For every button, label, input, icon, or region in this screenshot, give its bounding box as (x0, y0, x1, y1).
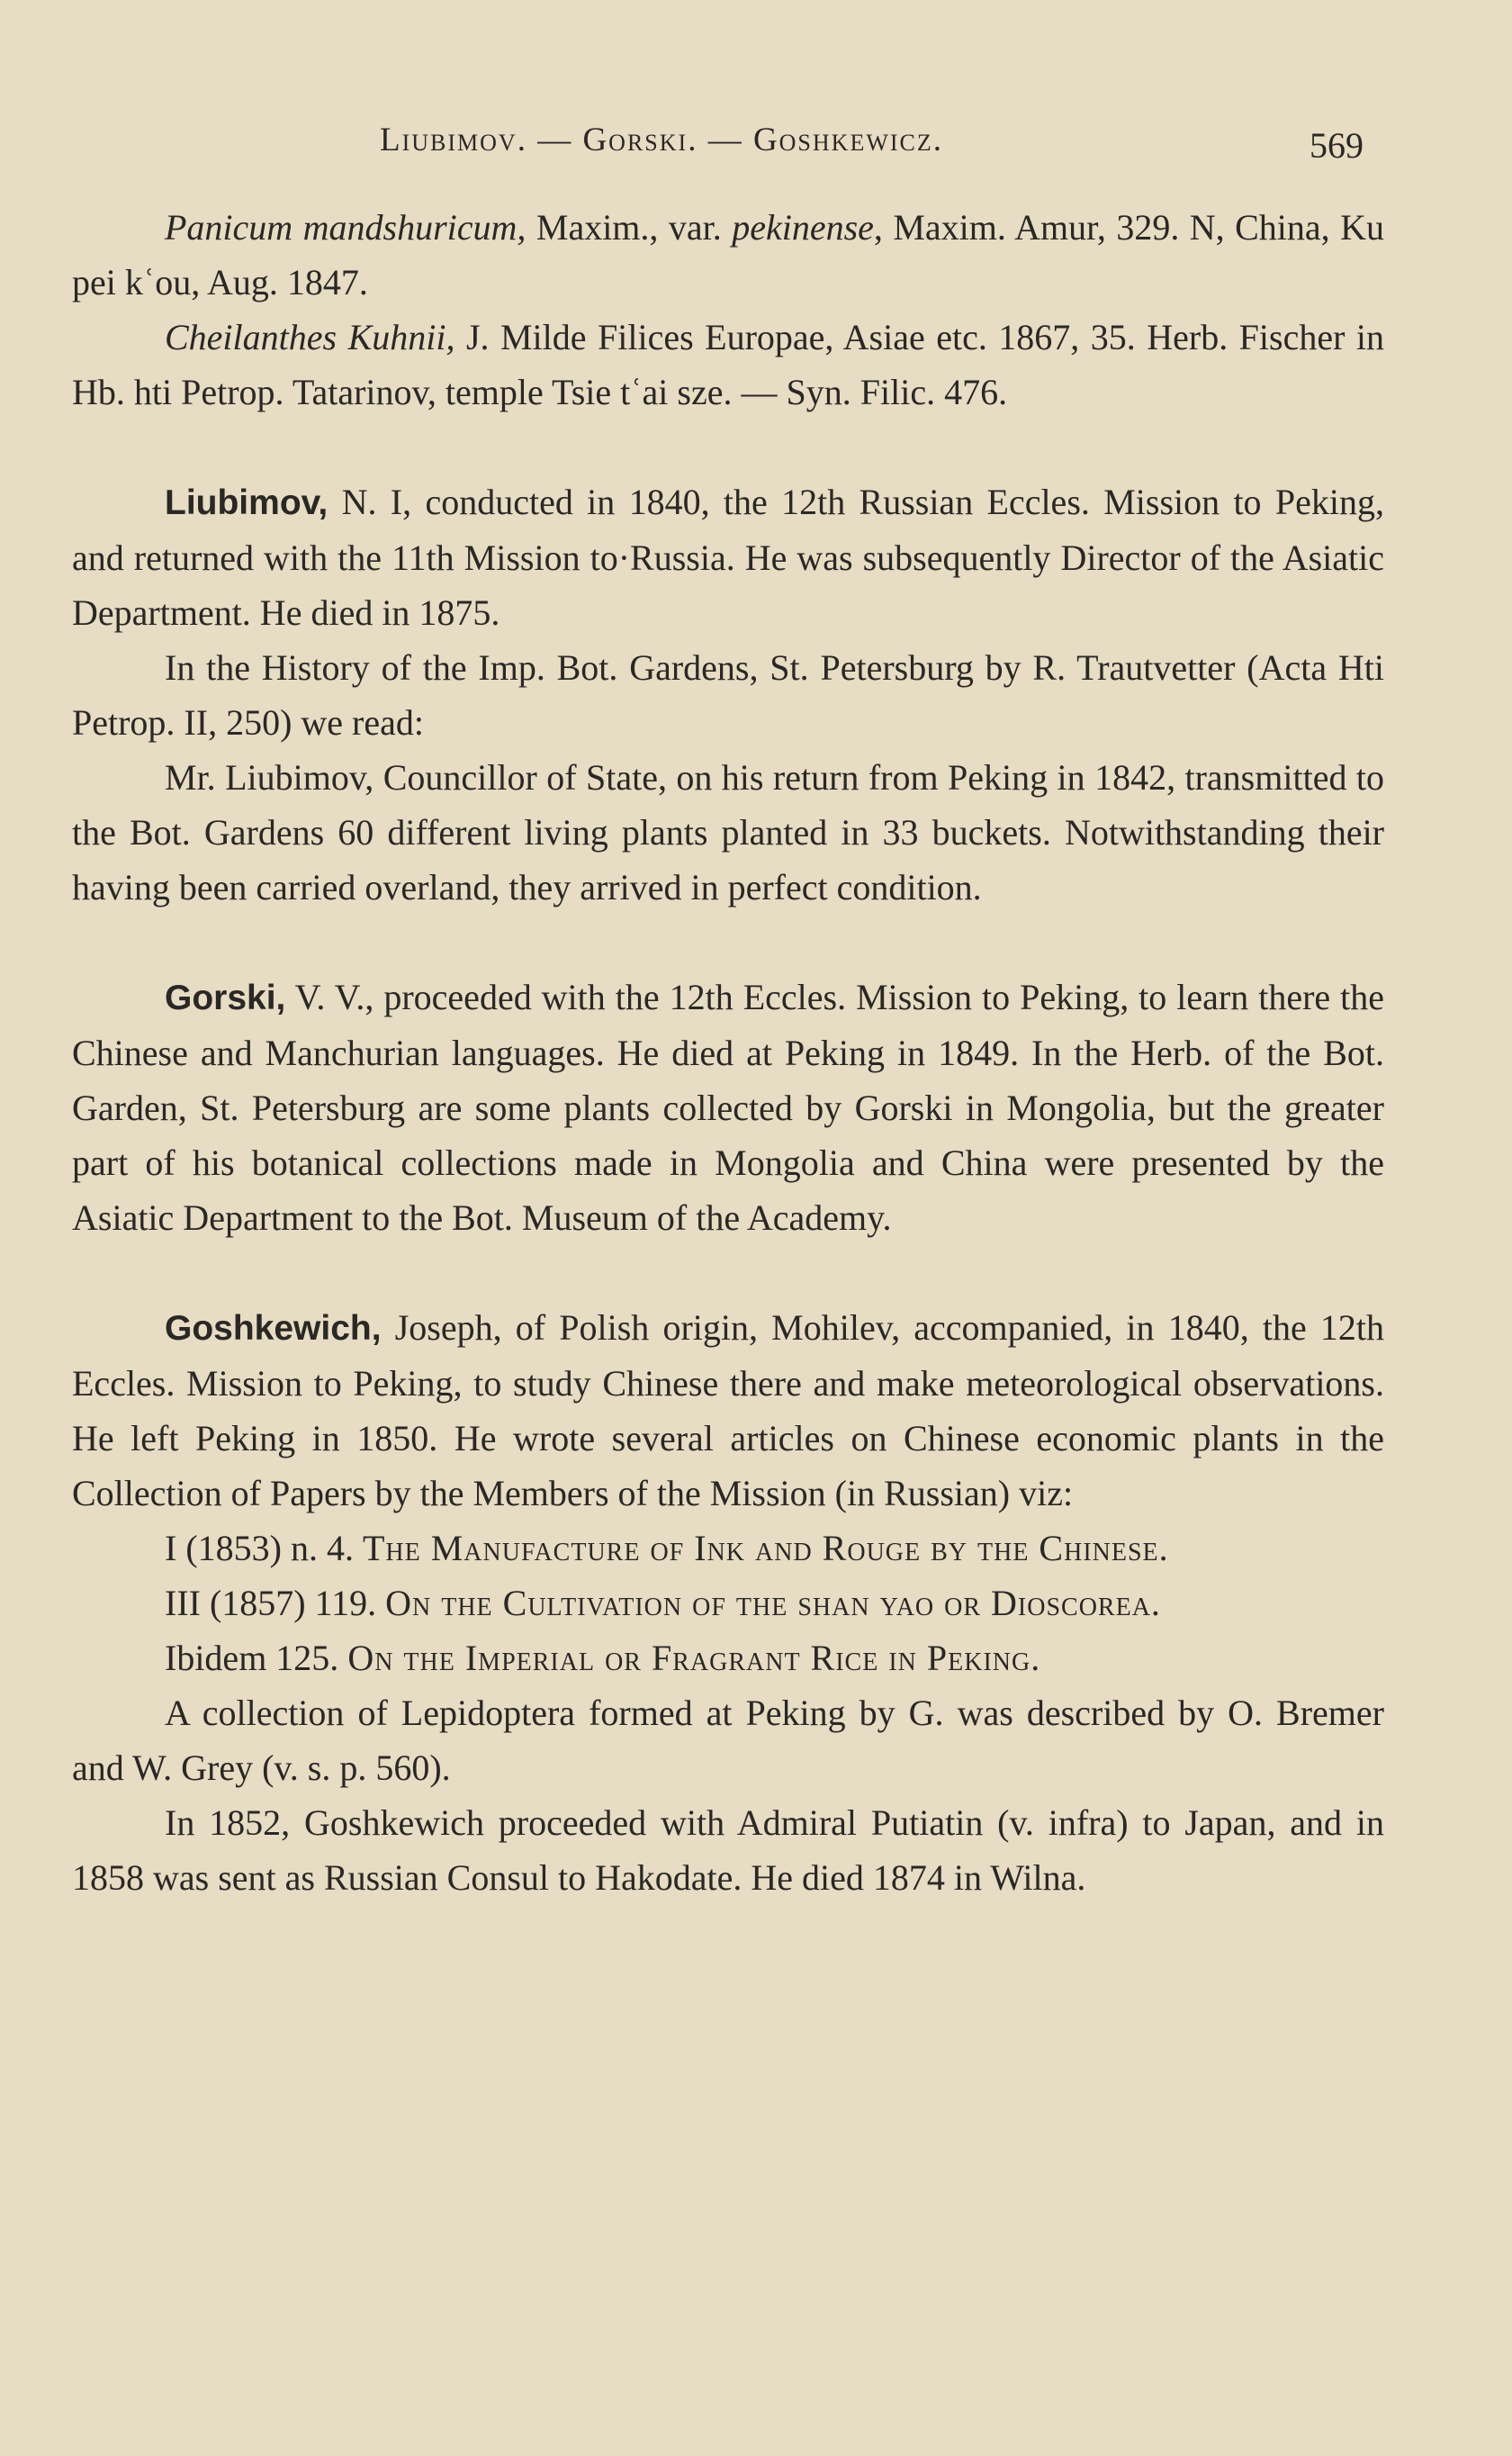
panicum-entry (72, 200, 1384, 310)
section-gap (72, 915, 1384, 970)
entry-text: N. I, conducted in 1840, the 12th Russian Eccles. Mission to Peking, and returned with the 11th Mission to·Russia. He was subsequently Director of the Asiatic Department. He died in 1875. (72, 482, 1384, 633)
publication-title: The Manufacture of Ink and Rouge by the Chinese. (362, 1528, 1169, 1568)
publication-reference: Ibidem 125. On the Imperial or Fragrant Rice in Peking. (165, 1638, 1041, 1678)
goshkewich-paragraph: A collection of Lepidoptera formed at Peking by G. was described by O. Bremer and W. Grey (v. s. p. 560). (72, 1693, 1384, 1788)
entry-text: J. Milde Filices Europae, Asiae etc. 1867, 35. Herb. Fischer in Hb. hti Petrop. Tatarinov, temple Tsie tʿai sze. — Syn. Filic. 476. (72, 317, 1385, 412)
publication-title: On the Cultivation of the shan yao or Dioscorea. (385, 1583, 1161, 1623)
liubimov-quote: Mr. Liubimov, Councillor of State, on his return from Peking in 1842, transmitted to the Bot. Gardens 60 different living plants planted in 33 buckets. Notwithstanding their having been carried overland, they arrived in perfect condition. (72, 757, 1384, 907)
goshkewich-entry (72, 1300, 1384, 1521)
running-title: Liubimov. — Gorski. — Goshkewicz. (380, 122, 944, 158)
entry-text: , Maxim. Amur, 329. N, China, Ku pei kʿou, Aug. 1847. (72, 207, 1384, 302)
page-header (0, 121, 1512, 175)
section-gap (72, 1245, 1384, 1300)
gorski-entry (72, 970, 1384, 1245)
goshkewich-paragraph: In 1852, Goshkewich proceeded with Admiral Putiatin (v. infra) to Japan, and in 1858 was sent as Russian Consul to Hakodate. He died 1874 in Wilna. (72, 1802, 1384, 1898)
cheilanthes-entry (72, 310, 1384, 420)
publication-title: On the Imperial or Fragrant Rice in Peking. (347, 1638, 1041, 1678)
entry-text: V. V., proceeded with the 12th Eccles. Mission to Peking, to learn there the Chinese and Manchurian languages. He died at Peking in 1849. In the Herb. of the Bot. Garden, St. Petersburg are some plants collected by Gorski in Mongolia, but the greater part of his botanical collections made in Mongolia and China were presented by the Asiatic Department to the Bot. Museum of the Academy. (72, 977, 1384, 1238)
species-name: Panicum mandshuricum, (165, 207, 526, 248)
page-number: 569 (1310, 125, 1364, 166)
publication-reference: III (1857) 119. On the Cultivation of the shan yao or Dioscorea. (165, 1583, 1161, 1623)
publication-reference: I (1853) n. 4. The Manufacture of Ink and Rouge by the Chinese. (165, 1528, 1169, 1568)
species-name: Cheilanthes Kuhnii, (165, 317, 455, 357)
entry-text: Joseph, of Polish origin, Mohilev, accompanied, in 1840, the 12th Eccles. Mission to Peking, to study Chinese there and make meteorological observations. He left Peking in 1850. He wrote several articles on Chinese economic plants in the Collection of Papers by the Members of the Mission (in Russian) viz: (72, 1307, 1384, 1513)
person-name: Gorski, (165, 979, 286, 1017)
entry-text: Maxim., var. (526, 207, 733, 248)
section-gap (72, 420, 1384, 474)
person-name: Goshkewich, (165, 1309, 382, 1348)
liubimov-paragraph: In the History of the Imp. Bot. Gardens, St. Petersburg by R. Trautvetter (Acta Hti Petrop. II, 250) we read: (72, 647, 1384, 743)
liubimov-entry (72, 474, 1384, 640)
person-name: Liubimov, (165, 483, 328, 522)
variety-name: pekinense (732, 207, 874, 248)
page-body (72, 200, 1384, 1905)
